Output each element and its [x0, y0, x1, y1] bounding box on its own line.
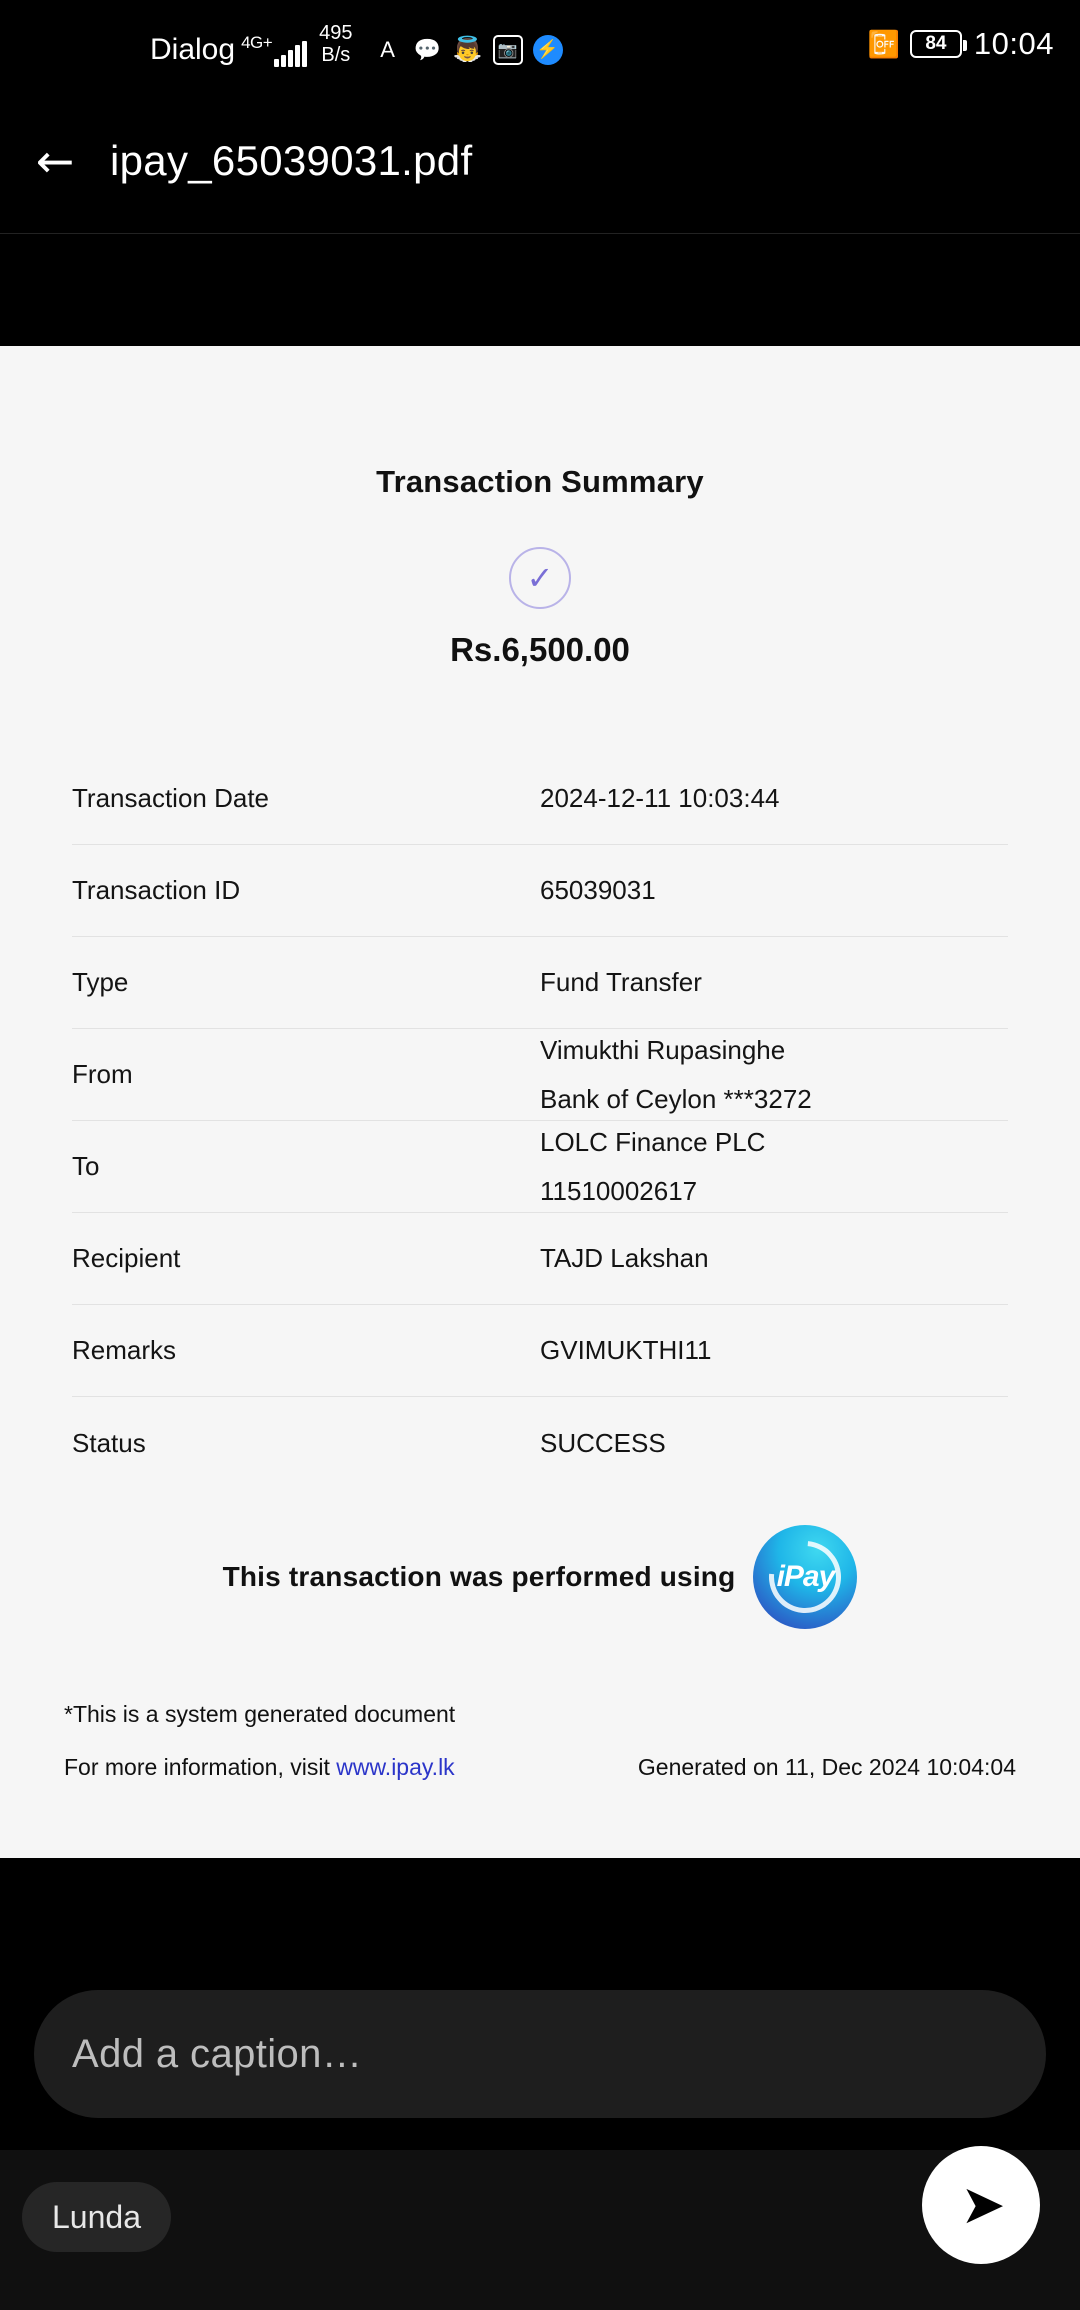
- row-value-line: Bank of Ceylon ***3272: [540, 1083, 812, 1114]
- data-speed: [319, 22, 352, 66]
- row-value: [540, 783, 1008, 814]
- logo-wordmark: iPay: [776, 1560, 835, 1593]
- chat-bubble-icon: 💬: [413, 36, 442, 62]
- row-value: [540, 1243, 1008, 1274]
- row-value-line: Fund Transfer: [540, 967, 702, 997]
- row-value: [540, 1428, 1008, 1459]
- page-title: ipay_65039031.pdf: [110, 136, 473, 184]
- app-bar: [0, 88, 1080, 234]
- row-value-line: 65039031: [540, 875, 656, 905]
- clock-label: 10:04: [973, 26, 1054, 61]
- row-value: [540, 1127, 1008, 1207]
- pdf-preview[interactable]: [0, 346, 1080, 1858]
- row-label: Status: [72, 1427, 146, 1458]
- row-label: Transaction Date: [72, 783, 270, 813]
- back-button[interactable]: [0, 133, 110, 188]
- carrier-label: Dialog: [150, 32, 236, 66]
- messenger-icon: ⚡: [533, 35, 563, 65]
- status-bar-right: [868, 0, 1054, 88]
- app-bar-spacer: [0, 234, 1080, 346]
- photo-icon: 📷: [493, 35, 523, 65]
- recipient-chip-label: Lunda: [52, 2198, 141, 2235]
- send-bar: [0, 2150, 1080, 2310]
- row-value-line: LOLC Finance PLC: [540, 1126, 766, 1157]
- row-value-line: SUCCESS: [540, 1427, 666, 1458]
- ipay-logo-icon: [753, 1525, 857, 1629]
- row-value-line: 2024-12-11 10:03:44: [540, 783, 780, 813]
- battery-icon: [910, 30, 962, 58]
- row-value: [540, 967, 1008, 998]
- vibrate-icon: 📴: [867, 28, 898, 59]
- row-label: From: [72, 1059, 133, 1089]
- system-generated-note: *This is a system generated document: [64, 1701, 456, 1727]
- document-footer: [64, 1701, 1016, 1781]
- row-label: Remarks: [72, 1335, 177, 1365]
- signal-group: [241, 32, 307, 67]
- table-row: [72, 1213, 1008, 1305]
- battery-level-label: 84: [925, 33, 947, 54]
- performed-using-label: This transaction was performed using: [222, 1561, 736, 1592]
- row-label: Transaction ID: [72, 875, 241, 905]
- status-bar: [0, 0, 1080, 88]
- performed-using-row: [0, 1525, 1080, 1629]
- more-info-prefix: For more information, visit: [64, 1754, 337, 1780]
- caption-placeholder: Add a caption…: [72, 2031, 363, 2076]
- android-auto-icon: A: [380, 36, 395, 62]
- send-icon: ➤: [960, 2173, 1006, 2236]
- row-label: Type: [72, 967, 129, 997]
- caption-input[interactable]: [34, 1990, 1046, 2118]
- network-type-label: 4G+: [241, 32, 273, 52]
- transaction-details-table: [72, 753, 1008, 1489]
- check-circle-icon: ✓: [509, 547, 571, 609]
- row-value-line: Vimukthi Rupasinghe: [540, 1034, 786, 1065]
- ipay-website-link[interactable]: www.ipay.lk: [336, 1754, 455, 1780]
- back-arrow-icon: ←: [35, 133, 75, 188]
- status-bar-left: [150, 22, 563, 67]
- table-row: [72, 1305, 1008, 1397]
- table-row: [72, 753, 1008, 845]
- status-icon-wrap: [0, 547, 1080, 609]
- recipient-chip[interactable]: [22, 2182, 171, 2252]
- row-label: To: [72, 1151, 100, 1181]
- row-label: Recipient: [72, 1243, 181, 1273]
- status-bar-notification-icons: [373, 35, 563, 65]
- more-info-text: [64, 1754, 455, 1781]
- send-button[interactable]: [922, 2146, 1040, 2264]
- row-value-line: GVIMUKTHI11: [540, 1335, 712, 1365]
- table-row: [72, 1121, 1008, 1213]
- composer-area: [0, 1858, 1080, 2310]
- document-title: Transaction Summary: [376, 464, 704, 499]
- data-speed-value: 495: [319, 21, 353, 44]
- table-row: [72, 1397, 1008, 1489]
- generated-on-label: Generated on 11, Dec 2024 10:04:04: [637, 1754, 1016, 1780]
- row-value-line: TAJD Lakshan: [540, 1243, 709, 1273]
- row-value: [540, 875, 1008, 906]
- row-value: [540, 1335, 1008, 1366]
- table-row: [72, 1029, 1008, 1121]
- amount-label: Rs.6,500.00: [450, 631, 630, 668]
- row-value-line: 11510002617: [540, 1175, 698, 1206]
- table-row: [72, 845, 1008, 937]
- snapchat-ghost-icon: 👼: [452, 36, 483, 63]
- row-value: [540, 1035, 1008, 1115]
- table-row: [72, 937, 1008, 1029]
- data-speed-unit: B/s: [321, 43, 351, 66]
- signal-bars-icon: [274, 41, 307, 67]
- footer-row: [64, 1754, 1016, 1781]
